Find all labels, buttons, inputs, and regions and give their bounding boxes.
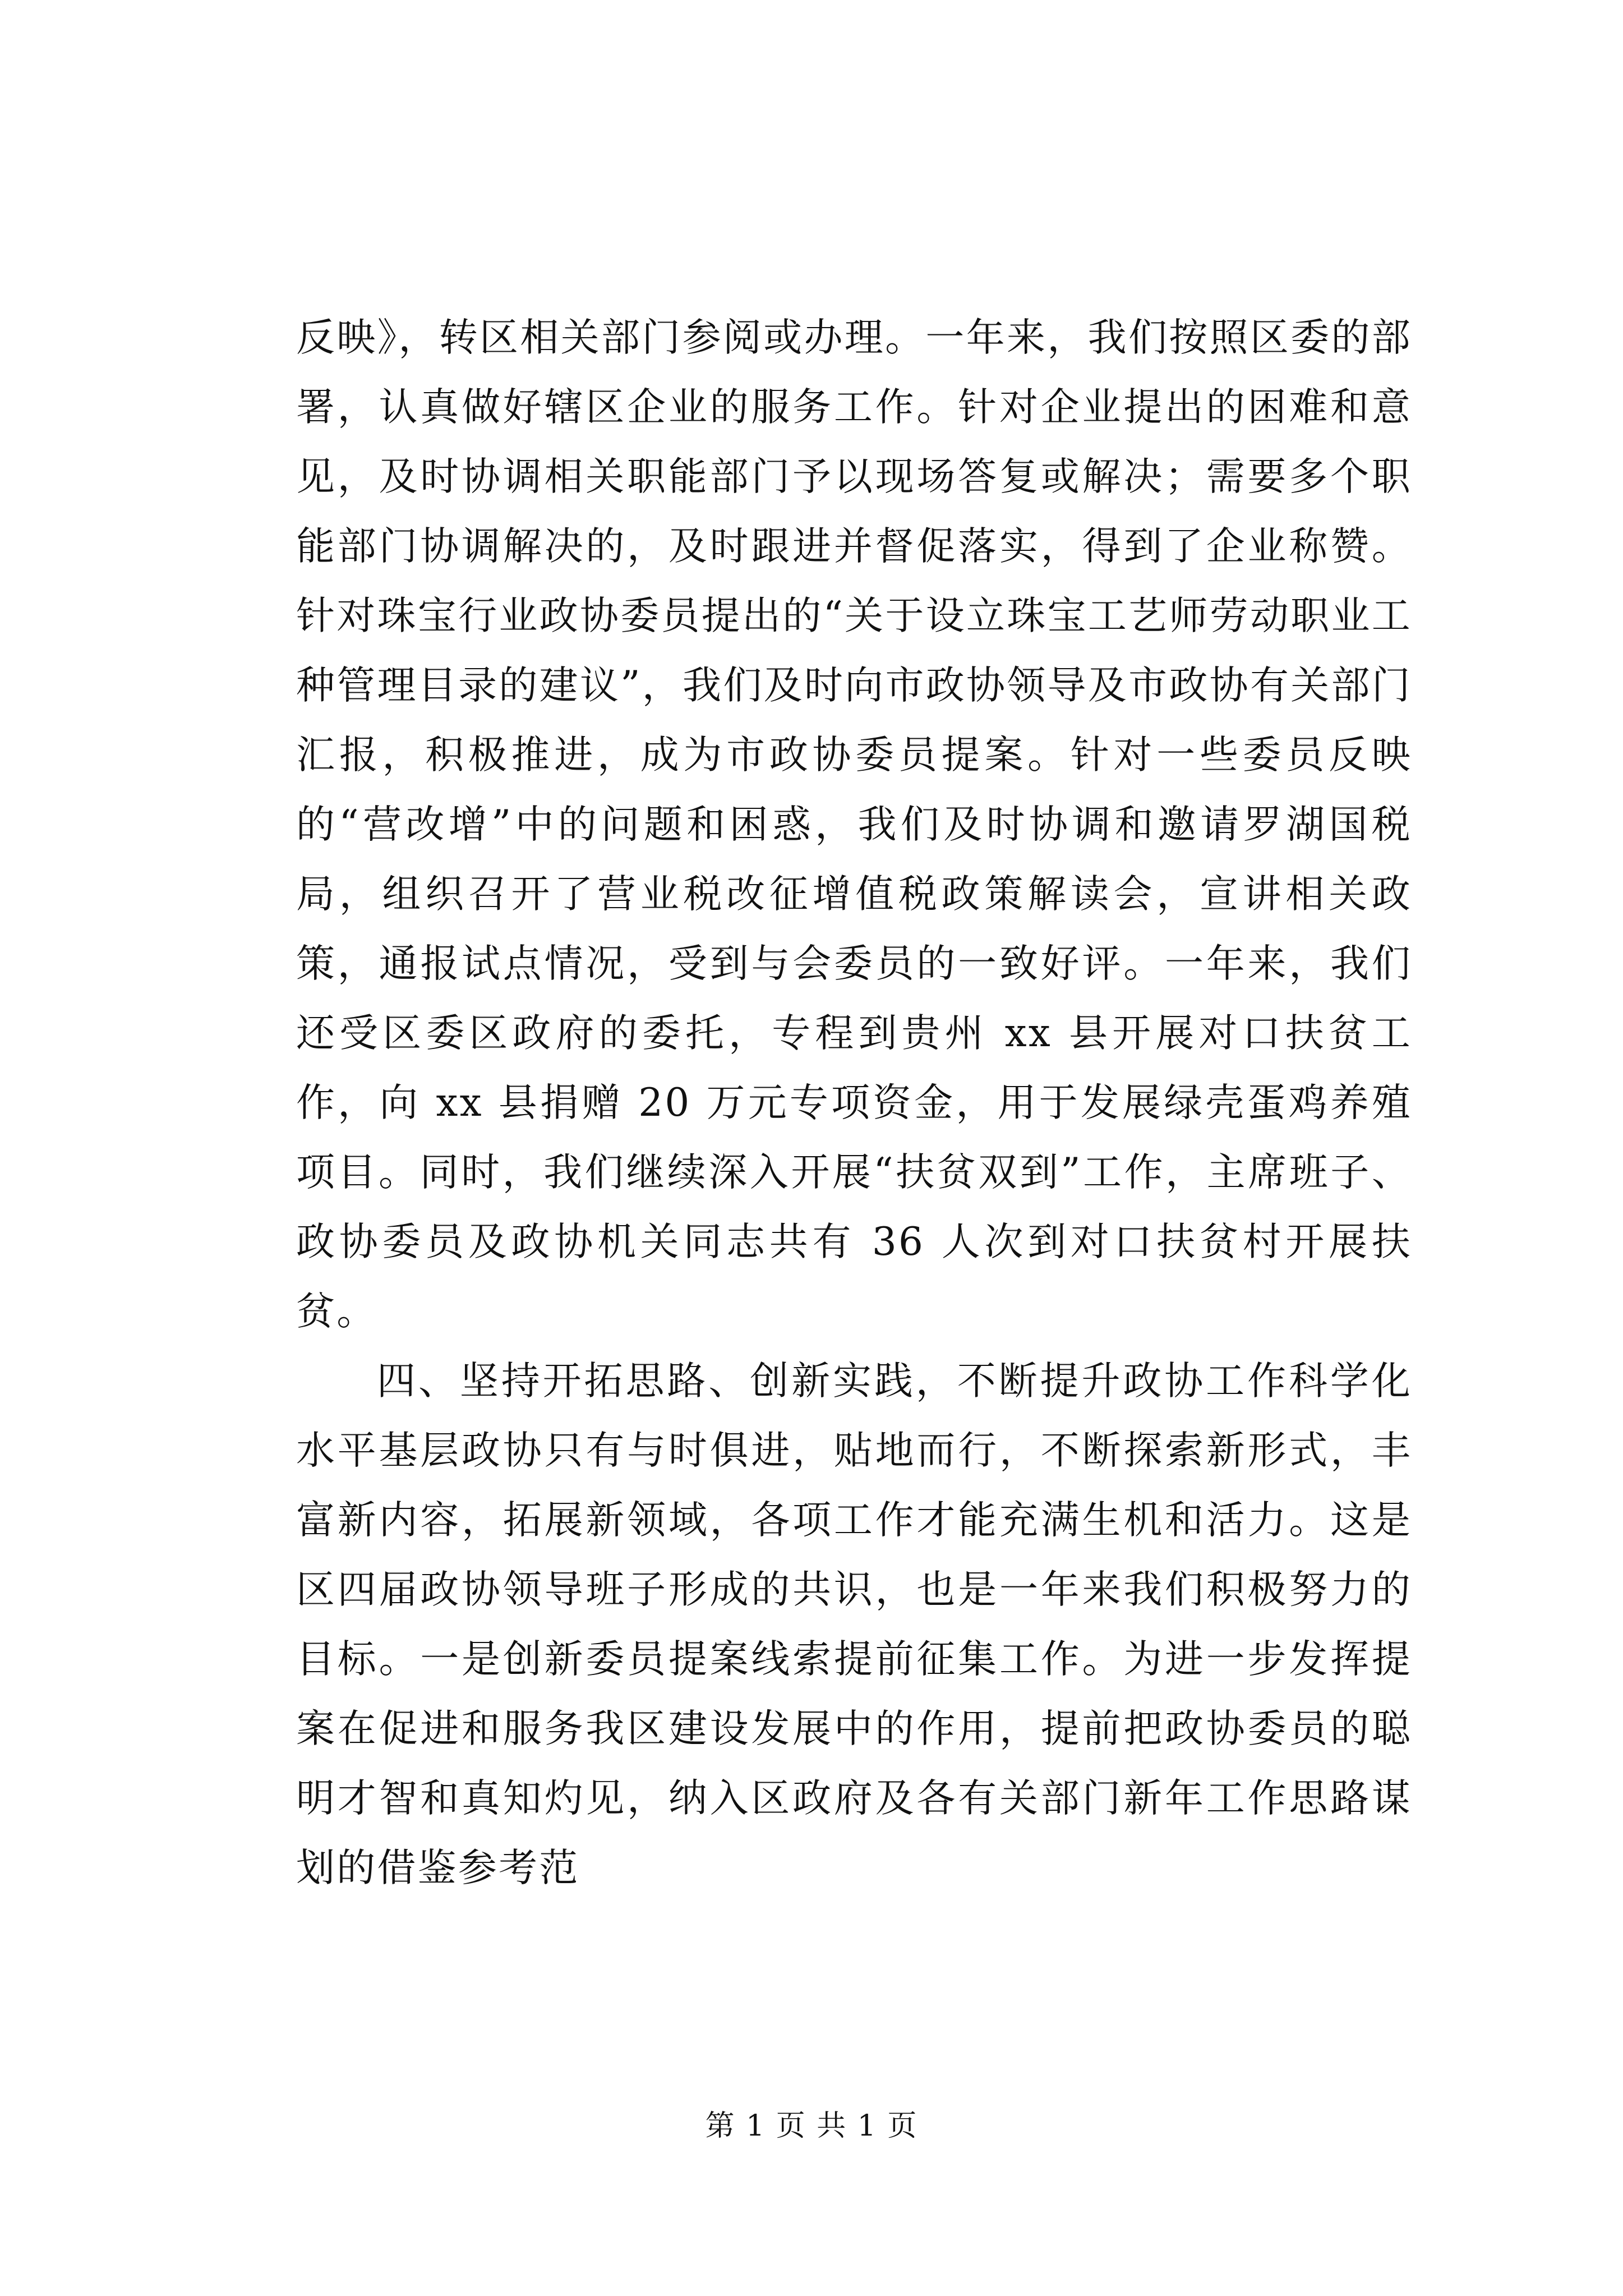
page-footer: 第 1 页 共 1 页 <box>705 2109 918 2143</box>
document-body <box>296 303 1412 1903</box>
paragraph-section-four: 四、坚持开拓思路、创新实践，不断提升政协工作科学化水平基层政协只有与时俱进，贴地而行，不断探索新形式，丰富新内容，拓展新领域，各项工作才能充满生机和活力。这是区四届政协领导班子形成的共识，也是一年来我们积极努力的目标。一是创新委员提案线索提前征集工作。为进一步发挥提案在促进和服务我区建设发展中的作用，提前把政协委员的聪明才智和真知灼见，纳入区政府及各有关部门新年工作思路谋划的借鉴参考范 <box>296 1359 1412 1890</box>
paragraph-continuation: 反映》，转区相关部门参阅或办理。一年来，我们按照区委的部署，认真做好辖区企业的服务工作。针对企业提出的困难和意见，及时协调相关职能部门予以现场答复或解决；需要多个职能部门协调解决的，及时跟进并督促落实，得到了企业称赞。针对珠宝行业政协委员提出的“关于设立珠宝工艺师劳动职业工种管理目录的建议”，我们及时向市政协领导及市政协有关部门汇报，积极推进，成为市政协委员提案。针对一些委员反映的“营改增”中的问题和困惑，我们及时协调和邀请罗湖国税局，组织召开了营业税改征增值税政策解读会，宣讲相关政策，通报试点情况，受到与会委员的一致好评。一年来，我们还受区委区政府的委托，专程到贵州 xx 县开展对口扶贫工作，向 xx 县捐赠 20 万元专项资金，用于发展绿壳蛋鸡养殖项目。同时，我们继续深入开展“扶贫双到”工作，主席班子、政协委员及政协机关同志共有 36 人次到对口扶贫村开展扶贫。 <box>296 315 1412 1334</box>
